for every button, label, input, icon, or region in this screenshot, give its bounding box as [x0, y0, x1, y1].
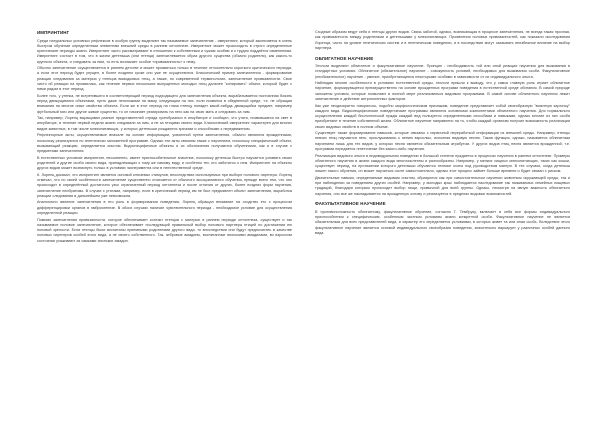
- paragraph: Этологи выделяют облигатное и факультативное научение. Принцип - необходимость той или иной реакции научения для выживания в стандартных условиях. Облигатное (обязательное) научение - совокупность условий, необходимых для выживания особи. Факультативное (необязательное) научение - умение, приобретающееся некоторыми особями в зависимости от их индивидуального опыта.: [315, 64, 570, 79]
- paragraph: Помимо запечатления привязанности, которое обеспечивает контакт птенцов с матерью в раннем периоде онтогенеза, существует и так называемое половое запечатление, которое обеспечивает последующий правильный выбор полового партнера птицей по достижении ею половой зрелости. Если птенцы были воспитаны приемными родителями другого вида, то впоследствии они будут предпочитать в качестве половых партнеров особей этого вида, а не своего собственного. Так, зебровые амадины, воспитанные японскими амадинами, во взрослом состоянии ухаживают за самками японских амадин.: [37, 217, 292, 243]
- paragraph: В естественных условиях импринтинг, несомненно, имеет приспособительное значение, поскольку детеныш быстро научается узнавать своих родителей и другие особи своего вида, принадлежащих к тому же самому виду, и особенно тех, кто заботится о нем. Импринтинг на объекты других видов может возникнуть только в условиях эксперимента или в неестественной среде.: [37, 155, 292, 171]
- paragraph: Двигательные навыки, определяемые видовым опытом, образуются как при самостоятельном изучении животным окружающей среды, так и при наблюдении за поведением других особей. Например, у молодых крыс наблюдается наследование так называемых семейных пищевых традиций, благодаря которым происходит выбор пищи, привычной для всей группы. Однако, несмотря на явную важность облигатного научения, оно все же накладывается на врожденную основу и реализуется в пределах видовых возможностей.: [315, 175, 570, 196]
- paragraph: В противоположность облигатному, факультативное обучение, согласно Г. Тембруку, включает в себя все формы индивидуального приспособления к специфическим, особенным частным условиям жизни конкретной особи. Факультативное научение не является обязательным для всех представителей вида, и характер его определяется условиями, в которых живет та или иная особь. Вследствие этого факультативное научение является основой индивидуального своеобразия поведения, значительно варьирует у различных особей данного вида.: [315, 209, 570, 235]
- paragraph: Наблюдая многие особенности в условиях естественной среды, этологи пришли к выводу, что у самок главную роль играет облигатное научение, формирующееся преимущественно на основе врожденных программ поведения в естественной среде обитания. В самой природе заложены условия, которые позволяют в полной мере реализоваться видовым программам. В самой основе облигатного научения лежит запечатление и действие антропогенных факторов.: [315, 81, 570, 101]
- paragraph: Существует также формирование навыков, которые связаны с первичной переработкой информации из внешней среды. Например, птенцы певчих птиц научаются петь, прислушиваясь к пению взрослых, исполняя видовую песню. Такая функция, однако, называется облигатным научением лишь для тех видов, у которых песня является обязательным атрибутом. У других видов птиц песня является врожденной, т.е. программа передается генетически без какого-либо научения.: [315, 131, 570, 151]
- section-heading-imprinting: ИМПРИНТИНГ: [37, 30, 70, 35]
- paragraph: Реализация видового опыта в индивидуальном поведении в большой степени нуждается в процессах научения в раннем онтогенезе. Примеры облигатного научения в жизни каждого вида многочисленны и разнообразны. Например, у мелких хищных млекопитающих, таких как кошки, существует период, на протяжении которого детеныши обучаются технике охоты под руководством матери. В тех случаях, когда детеныш лишен такого обучения, он может научиться охоте самостоятельно, однако этот процесс займет больше времени и будет связан с риском.: [315, 153, 570, 174]
- paragraph: Аналогично явление запечатления в его роль в формировании поведения, Лоренц обращал внимание на сходство его с процессом дифференцировки органов в эмбриогенезе. В обоих случаях наличие чувствительного периода - необходимое условие для осуществления определенной реакции.: [37, 200, 292, 215]
- paragraph: Сходные образом ведут себя и птенцы других видов. Связь заботой, однако, возникающая в процессе запечатления, не всегда такая прочная, как привязанность между родителями и детенышами у млекопитающих. Проявления половых привязанностей, как показали исследования Лоренца, часто на уровне генетических систем и в генетическом поведении, и в последствии могут оказывать неизбежное влияние на выбор партнера.: [315, 30, 570, 50]
- left-column: [37, 30, 292, 415]
- right-column: [315, 30, 570, 415]
- paragraph: Обычно запечатление осуществляется в раннем детстве и может проявиться только в течение относительно короткого критического периода, а если этот период будет упущен, в более позднем сроке оно уже не осуществится. Классический пример запечатления - формирование реакции следования за матерью у птенцов выводковых птиц, а также, по современной терминологии, запечатление привязанности. Свое чисто об реакции на проявилась, как течение первых нескольких выпущенных молодых птиц дальнее "копировать" объект, который будет с ними рядом в этот период.: [37, 66, 292, 92]
- paragraph: Более того, у утенка, не встретившего в соответствующий период подходящего для запечатления объекта, вырабатывается постоянная боязнь перед движущимися объектами, пусть даже непохожими на маму, следующим на них, если появятся в обедненной среде, т.е. не обращая внимания на многие иные свойства объекта. Если же в этот период на глаза птенцу попадет какой-нибудь движущийся предмет, например футбольный мяч или другое живое существо, то он начинает реагировать на него как на свою мать и следовать за ним.: [37, 93, 292, 114]
- section-heading-obligate-learning: ОБЛИГАТНОЕ НАУЧЕНИЕ: [315, 55, 374, 61]
- paragraph: К. Лоренц доказал, что импринтинг является основой ключевых стимулов, впоследствии используемых при выборе полового партнера. Лоренц отмечал, что по своей особенности запечатление существенно отличается от обычного ассоциативного обучения, прежде всего тем, что оно происходит в определённый достаточно узко ограниченный период онтогенеза и после отличия от других, более поздних форм научения, запечатление необратимо. В случае с утятами, например, если в критический период им не был предъявлен объект запечатления, выработка реакции следования в дальнейшем уже невозможна.: [37, 172, 292, 198]
- paragraph: Так, например, Лоренц выращивал разные представителей отряда гусеобразных в инкубаторе и сообщил, что утята, появившиеся на свет в инкубаторе, в течение первой недели жизни следовали за ним, а не за птицами своего вида. Классический импринтинг характерен для многих видов животных, в том числе млекопитающих, у которых детеныши рождаются зрячими и способными к передвижению.: [37, 116, 292, 131]
- section-heading-facultative-learning: ФАКУЛЬТАТИВНОЕ НАУЧЕНИЕ: [315, 201, 386, 207]
- paragraph: Среди натуральных условных рефлексов в особую группу выделяют так называемое запечатление - импринтинг, который заключается в очень быстром обучении определенным элементам внешней среды в раннем онтогенезе. Импринтинг может происходить в строго определенные критические периоды жизни. Импринтинг часто рассматривают в отношении к собственным и чужим особям и к трудно поддаётся изменениям. Импринтинг состоит в том, что в жизни детеныша (или птенца) запечатлевается образ другого существа (обычно родителя), как какого-то крупного объекта, и следовать за ним, то есть возникает особое «привязанность» к нему.: [37, 38, 292, 64]
- paragraph: Рефлекторные акты, осуществляемые вначале на основе информации, усвоенной путем запечатления, обычно являются врожденными, поскольку реализуются по генетически заложенной программе. Однако эти акты связаны также с научением, поскольку специфический объект, вызывающий реакцию, определяется опытом. Видоспецифичные объекты и их обозначения получаются обученными, как и в случае с предметами запечатления.: [37, 133, 292, 154]
- paragraph: Как уже неоднократно говорилось, подобно морфологическим признакам, поведение представляет собой своеобразную "визитную карточку" каждого вида. Видоспецифические поведенческие программы являются основными компонентами облигатного научения. Для нормального осуществления каждой биологической нужды каждый вид пользуется определенными способами и навыками, однако многие из них особи приобретают в течение собственной жизни. Облигатное научение направлено на то, чтобы каждый организм получил возможность реализации своих видовых свойств в полном объеме.: [315, 103, 570, 129]
